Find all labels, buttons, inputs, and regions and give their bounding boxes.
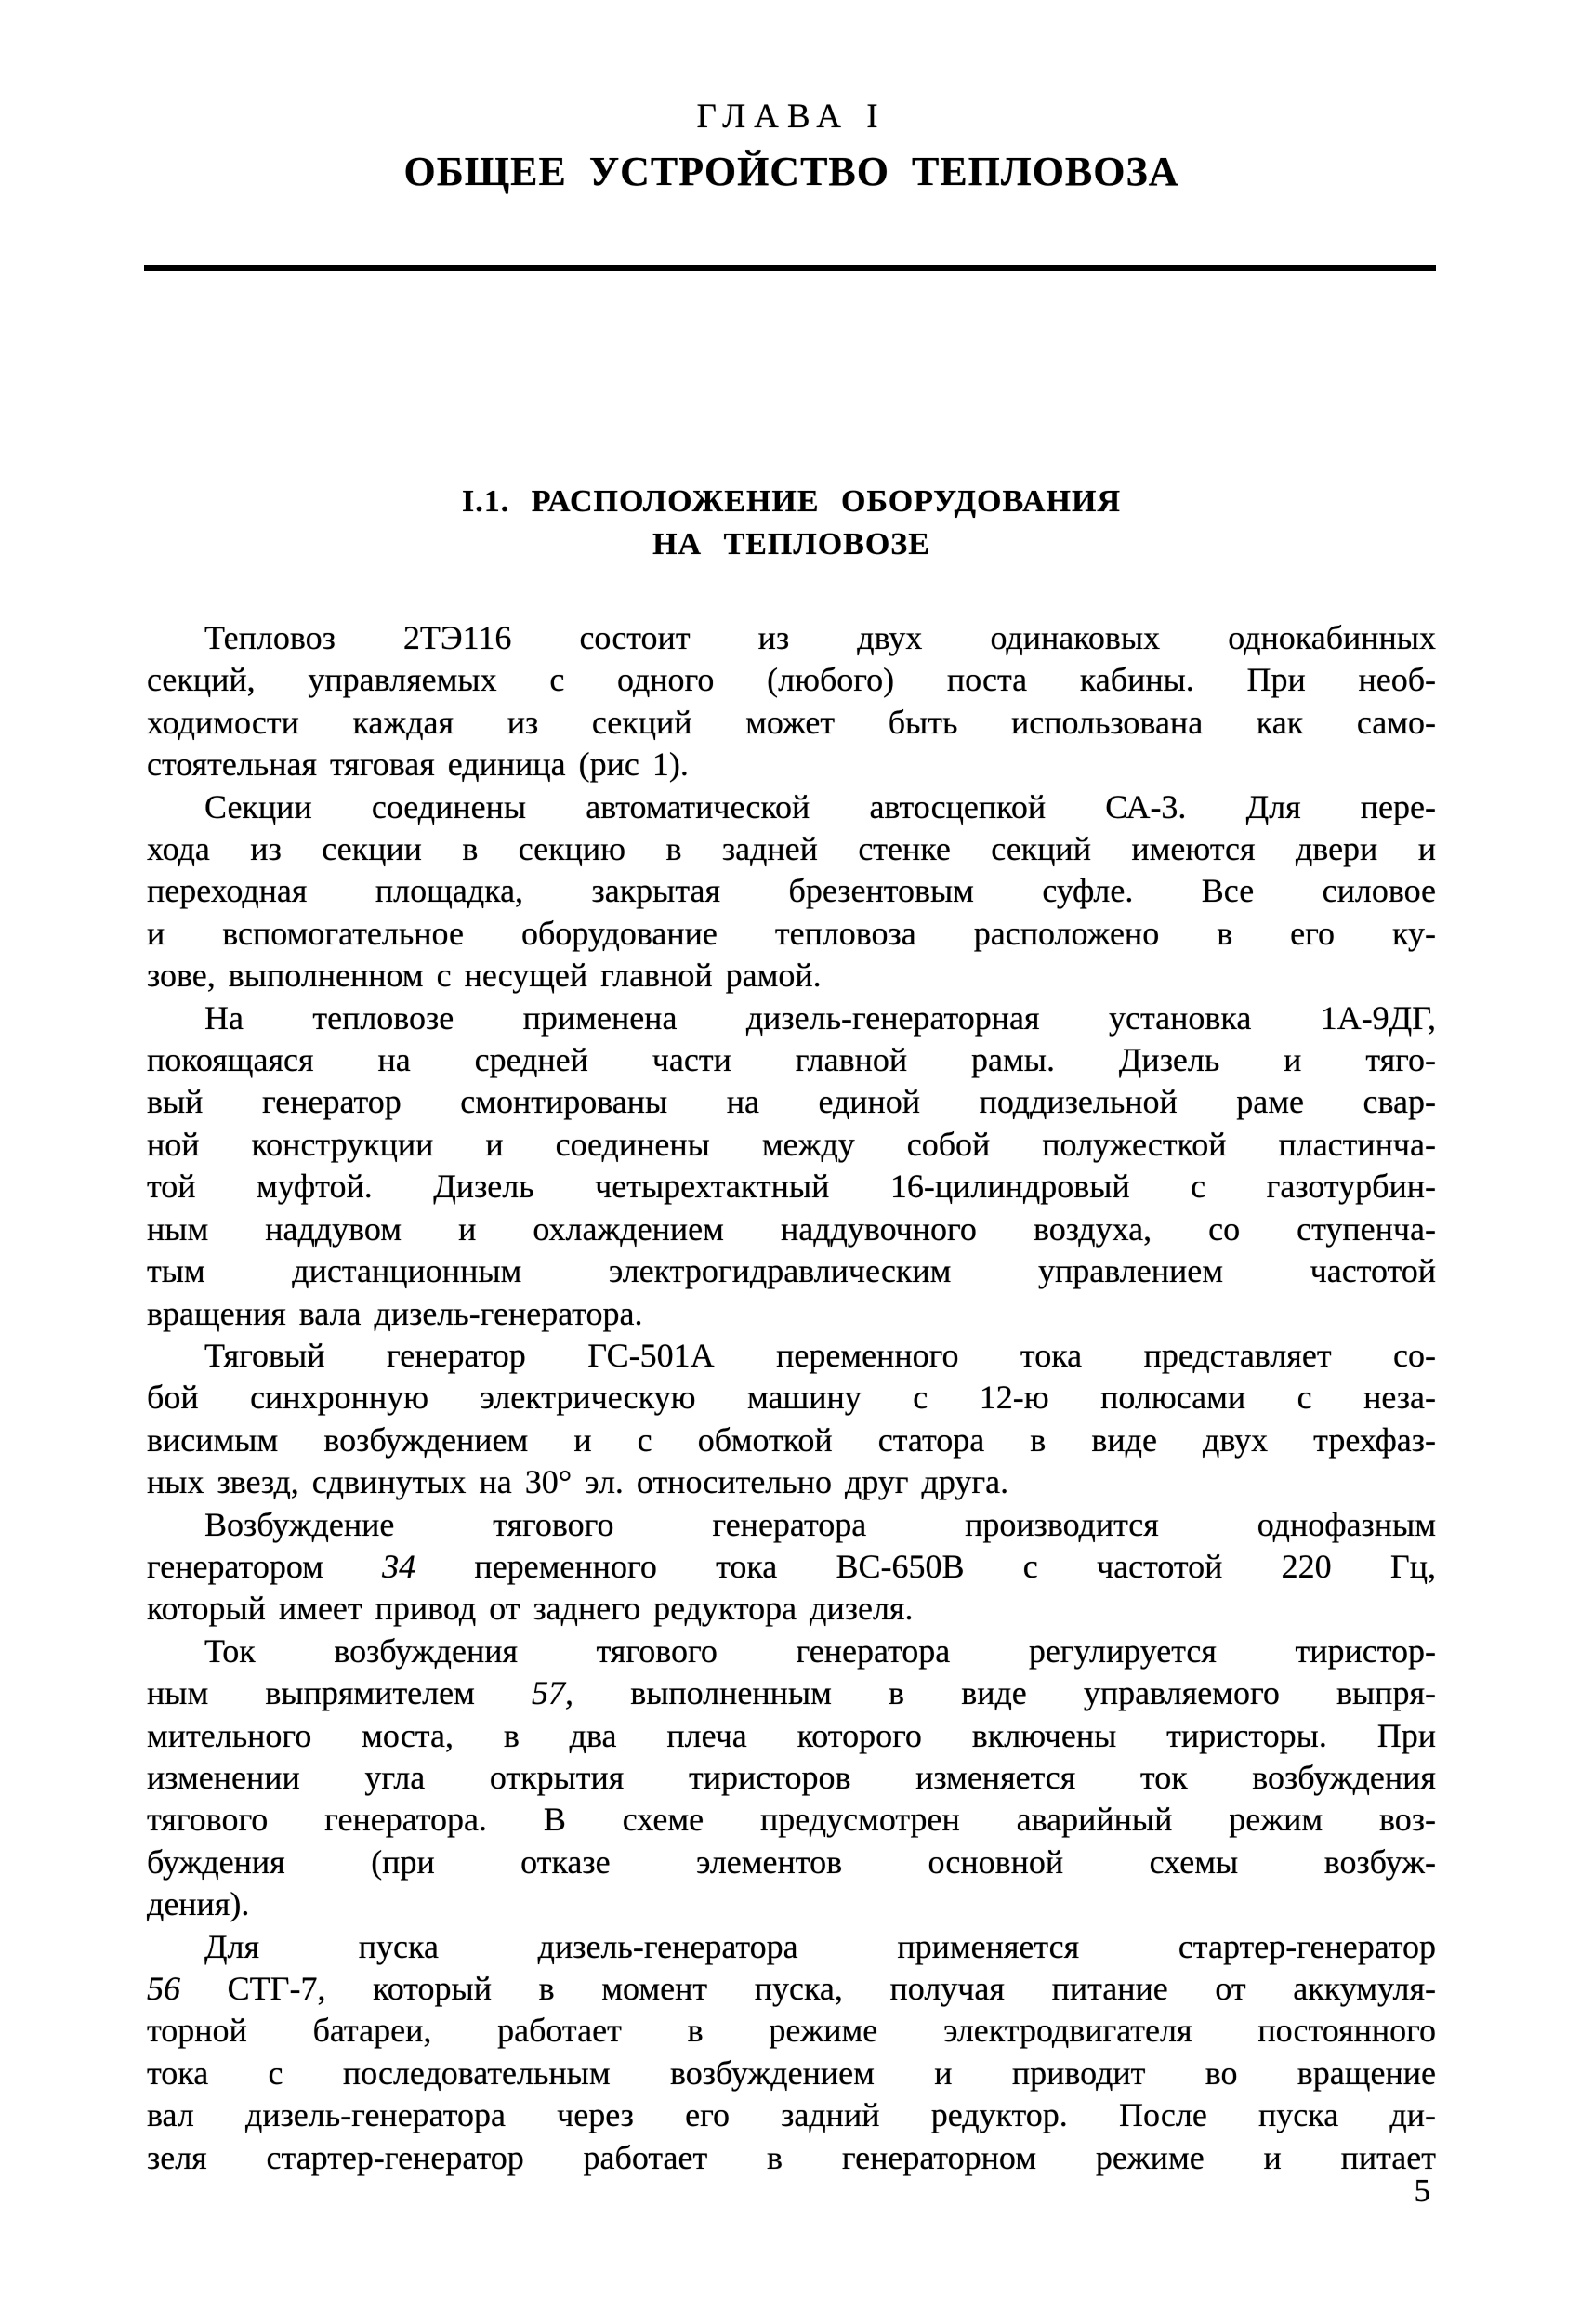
text-line: вращения вала дизель-генератора. bbox=[147, 1294, 643, 1332]
text-line: покоящаяся на средней части главной рамы. Дизель и тяго- bbox=[147, 1041, 1436, 1079]
body-text bbox=[147, 617, 1436, 2179]
text-line: и вспомогательное оборудование тепловоза расположено в его ку- bbox=[147, 914, 1436, 952]
text-line: бой синхронную электрическую машину с 12-ю полюсами с неза- bbox=[147, 1379, 1436, 1417]
text-line: Возбуждение тягового генератора производится однофазным bbox=[204, 1505, 1436, 1543]
text-line: тока с последовательным возбуждением и приводит во вращение bbox=[147, 2053, 1436, 2092]
text-line: мительного моста, в два плеча которого включены тиристоры. При bbox=[147, 1716, 1436, 1754]
text-line: который имеет привод от заднего редуктора дизеля. bbox=[147, 1590, 914, 1628]
text-line: Тепловоз 2ТЭ116 состоит из двух одинаковых однокабинных bbox=[204, 619, 1436, 656]
text-line: Для пуска дизель-генератора применяется стартер-генератор bbox=[204, 1927, 1436, 1965]
text-line: генератором 34 переменного тока ВС-650В с частотой 220 Гц, bbox=[147, 1547, 1436, 1585]
text-line: ным наддувом и охлаждением наддувочного воздуха, со ступенча- bbox=[147, 1209, 1436, 1248]
text-line: 56 СТГ-7, который в момент пуска, получая питание от аккумуля- bbox=[147, 1970, 1436, 2007]
text-line: зеля стартер-генератор работает в генераторном режиме и питает bbox=[147, 2138, 1436, 2176]
section-heading bbox=[147, 481, 1436, 566]
chapter-label: ГЛАВА I bbox=[696, 98, 887, 136]
paragraph bbox=[147, 1926, 1436, 2179]
text-line: дения). bbox=[147, 1885, 250, 1923]
text-line: ных звезд, сдвинутых на 30° эл. относительно друг друга. bbox=[147, 1463, 1009, 1501]
text-line: буждения (при отказе элементов основной схемы возбуж- bbox=[147, 1842, 1436, 1881]
text-line: стоятельная тяговая единица (рис 1). bbox=[147, 746, 689, 784]
chapter-title: ОБЩЕЕ УСТРОЙСТВО ТЕПЛОВОЗА bbox=[403, 149, 1179, 194]
text-line: секций, управляемых с одного (любого) поста кабины. При необ- bbox=[147, 661, 1436, 699]
text-line: Ток возбуждения тягового генератора регулируется тиристор- bbox=[204, 1631, 1436, 1670]
divider-rule bbox=[144, 265, 1436, 271]
text-line: тым дистанционным электрогидравлическим управлением частотой bbox=[147, 1252, 1436, 1290]
text-line: ной конструкции и соединены между собой полужесткой пластинча- bbox=[147, 1125, 1436, 1163]
text-line: хода из секции в секцию в задней стенке секций имеются двери и bbox=[147, 830, 1436, 868]
text-line: той муфтой. Дизель четырехтактный 16-цилиндровый с газотурбин- bbox=[147, 1168, 1436, 1206]
text-line: Секции соединены автоматической автосцепкой СА-3. Для пере- bbox=[204, 787, 1436, 825]
paragraph bbox=[147, 1504, 1436, 1631]
text-line: изменении угла открытия тиристоров изменяется ток возбуждения bbox=[147, 1758, 1436, 1796]
text-line: торной батареи, работает в режиме электродвигателя постоянного bbox=[147, 2012, 1436, 2050]
text-line: ным выпрямителем 57, выполненным в виде управляемого выпря- bbox=[147, 1674, 1436, 1712]
paragraph bbox=[147, 1631, 1436, 1926]
page-number: 5 bbox=[1414, 2172, 1430, 2209]
text-line: висимым возбуждением и с обмоткой статора в виде двух трехфаз- bbox=[147, 1420, 1436, 1459]
text-line: тягового генератора. В схеме предусмотрен аварийный режим воз- bbox=[147, 1801, 1436, 1839]
paragraph bbox=[147, 617, 1436, 786]
text-line: переходная площадка, закрытая брезентовым суфле. Все силовое bbox=[147, 872, 1436, 910]
paragraph bbox=[147, 786, 1436, 997]
text-line: ходимости каждая из секций может быть использована как само- bbox=[147, 703, 1436, 741]
text-line: Тяговый генератор ГС-501А переменного тока представляет со- bbox=[204, 1336, 1436, 1374]
paragraph bbox=[147, 997, 1436, 1335]
section-heading-line1: I.1. РАСПОЛОЖЕНИЕ ОБОРУДОВАНИЯ bbox=[461, 484, 1121, 519]
text-line: вал дизель-генератора через его задний редуктор. После пуска ди- bbox=[147, 2096, 1436, 2134]
text-line: зове, выполненном с несущей главной рамой. bbox=[147, 957, 822, 995]
text-line: вый генератор смонтированы на единой поддизельной раме свар- bbox=[147, 1083, 1436, 1121]
paragraph bbox=[147, 1335, 1436, 1504]
text-line: На тепловозе применена дизель-генераторная установка 1А-9ДГ, bbox=[204, 998, 1436, 1037]
section-heading-line2: НА ТЕПЛОВОЗЕ bbox=[652, 527, 930, 561]
